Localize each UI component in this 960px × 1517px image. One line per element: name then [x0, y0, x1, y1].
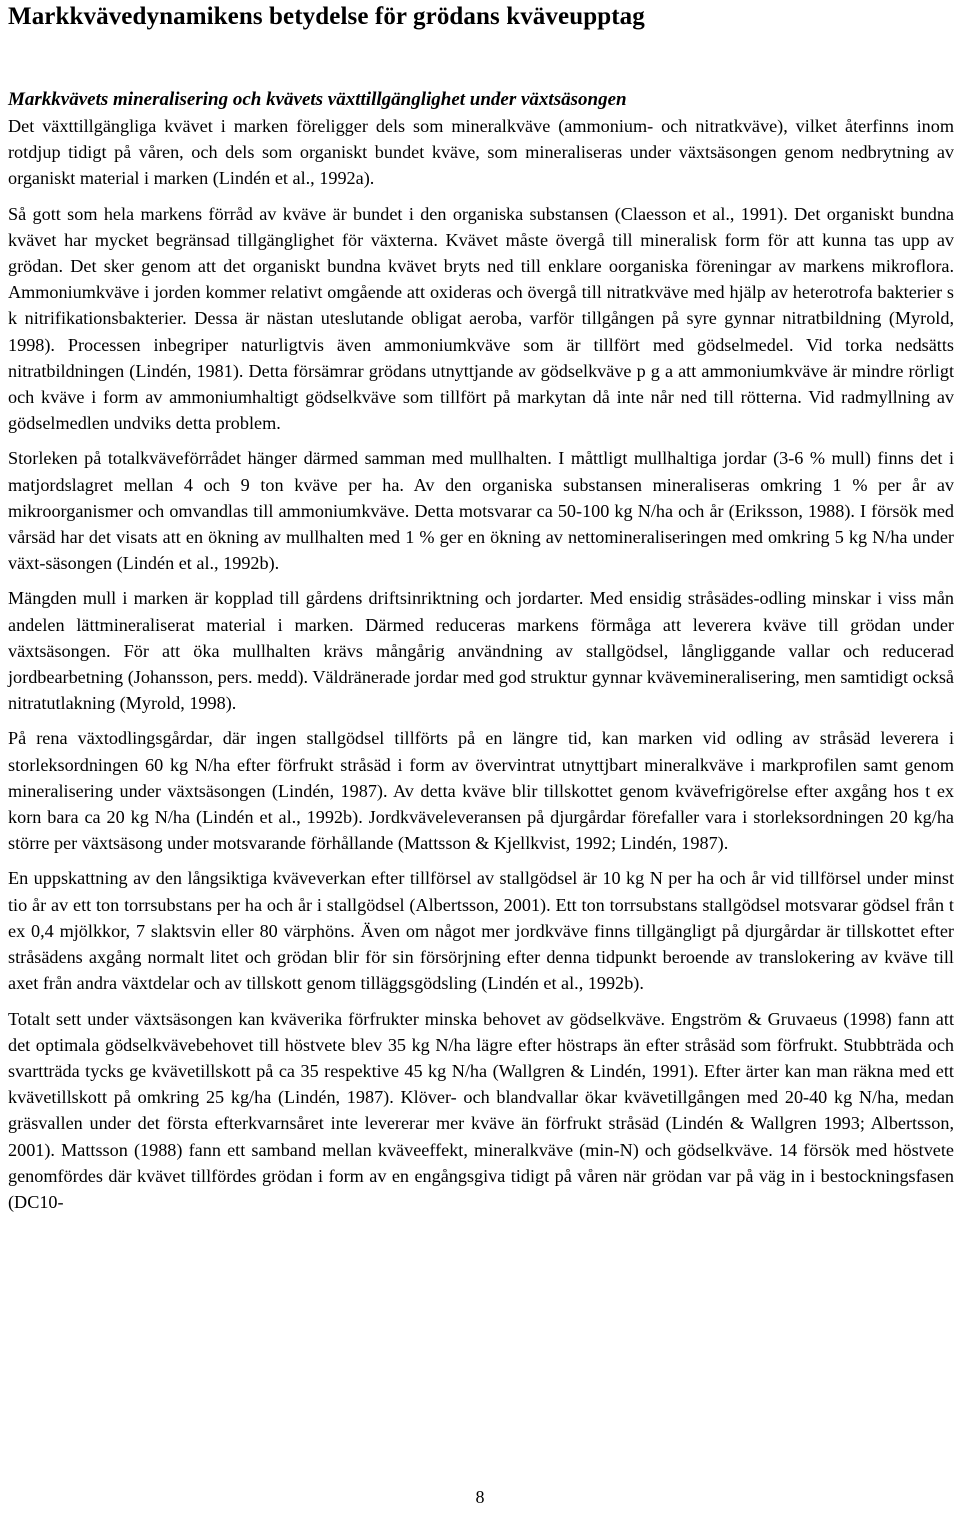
paragraph-7: Totalt sett under växtsäsongen kan kväverika förfrukter minska behovet av gödselkväve. Engström & Gruvaeus (1998) fann att det optimala gödselkvävebehovet till höstvete blev 35 kg N/ha lägre efter höstraps än efter stråsäd som förfrukt. Stubbträda och svartträda tycks ge kvävetillskott på ca 35 respektive 45 kg N/ha (Wallgren & Lindén, 1991). Efter ärter kan man räkna med ett kvävetillskott på omkring 25 kg/ha (Lindén, 1987). Klöver- och blandvallar ökar kvävetillgången med 20-40 kg N/ha, medan gräsvallen under det första efterkvarnsåret inte levererar mer kväve än förfrukt stråsäd (Lindén & Wallgren 1993; Albertsson, 2001). Mattsson (1988) fann ett samband mellan kväveeffekt, mineralkväve (min-N) och gödselkväve. 14 försök med höstvete genomfördes där kvävet tillfördes grödan i form av en engångsgiva tidigt på våren när grödan var på väg in i bestockningsfasen (DC10-	[8, 1008, 954, 1212]
paragraph-1: Det växttillgängliga kvävet i marken föreligger dels som mineralkväve (ammonium- och nitratkväve), vilket återfinns inom rotdjup tidigt på våren, och dels som organiskt bundet kväve, som mineraliseras under växtsäsongen genom nedbrytning av organiskt material i marken (Lindén et al., 1992a).	[8, 116, 954, 189]
paragraph-6: En uppskattning av den långsiktiga kväveverkan efter tillförsel av stallgödsel är 10 kg N per ha och år vid tillförsel under minst tio år av ett ton torrsubstans per ha och år i stallgödsel (Albertsson, 2001). Ett ton torrsubstans stallgödsel motsvarar gödsel från t ex 0,4 mjölkkor, 7 slaktsvin eller 80 värphöns. Även om något mer jordkväve finns tillgängligt på djurgårdar är tillskottet efter stråsädens axgång normalt litet och grödan blir för sin försörjning efter denna tidpunkt beroende av translokering av kväve till axet från andra växtdelar och av tillskott genom tilläggsgödsling (Lindén et al., 1992b).	[8, 868, 954, 994]
page-title: Markkvävedynamikens betydelse för grödans kväveupptag	[8, 3, 645, 30]
paragraph-4: Mängden mull i marken är kopplad till gårdens driftsinriktning och jordarter. Med ensidig stråsädes-odling minskar i viss mån andelen lättmineraliserat material i marken. Därmed reduceras markens förmåga att leverera kväve till grödan under växtsäsongen. För att öka mullhalten krävs mångårig användning av stallgödsel, långliggande vallar och reducerad jordbearbetning (Johansson, pers. medd). Väldränerade jordar med god struktur gynnar kvävemineralisering, men samtidigt också nitratutlakning (Myrold, 1998).	[8, 588, 954, 714]
page-number: 8	[475, 1487, 485, 1507]
document-page	[8, 0, 954, 1215]
paragraph-5: På rena växtodlingsgårdar, där ingen stallgödsel tillförts på en längre tid, kan marken vid odling av stråsäd leverera i storleksordningen 60 kg N/ha efter förfrukt stråsäd i form av övervintrat utnyttjbart mineralkväve i markprofilen samt genom mineralisering under växtsäsongen (Lindén, 1987). Av detta kväve blir tillskottet genom kvävefrigörelse efter axgång hos t ex korn bara ca 20 kg N/ha (Lindén et al., 1992b). Jordkväveleveransen på djurgårdar förefaller vara i storleksordningen 20 kg/ha större per växtsäsong under motsvarande förhållande (Mattsson & Kjellkvist, 1992; Lindén, 1987).	[8, 728, 954, 854]
paragraph-3: Storleken på totalkväveförrådet hänger därmed samman med mullhalten. I måttligt mullhaltiga jordar (3-6 % mull) finns det i matjordslagret mellan 4 och 9 ton kväve per ha. Av den organiska substansen mineraliseras omkring 1 % per år av mikroorganismer och omvandlas till ammoniumkväve. Detta motsvarar ca 50-100 kg N/ha och år (Eriksson, 1988). I försök med vårsäd har det visats att en ökning av mullhalten med 1 % ger en ökning av nettomineraliseringen med omkring 5 kg N/ha under växt-säsongen (Lindén et al., 1992b).	[8, 448, 954, 574]
section-heading: Markkvävets mineralisering och kvävets växttillgänglighet under växtsäsongen	[8, 89, 627, 110]
paragraph-2: Så gott som hela markens förråd av kväve är bundet i den organiska substansen (Claesson et al., 1991). Det organiskt bundna kvävet har mycket begränsad tillgänglighet för växterna. Kvävet måste övergå till mineralisk form för att kunna tas upp av grödan. Det sker genom att det organiskt bundna kvävet bryts ned till enklare oorganiska föreningar av markens mikroflora. Ammoniumkväve i jorden kommer relativt omgående att oxideras och övergå till nitratkväve med hjälp av heterotrofa bakterier s k nitrifikationsbakterier. Dessa är nästan uteslutande obligat aeroba, varför tillgången på syre gynnar nitratbildning (Myrold, 1998). Processen inbegriper naturligtvis även ammoniumkväve som är tillfört med gödselmedel. Vid torka nedsätts nitratbildningen (Lindén, 1981). Detta försämrar grödans utnyttjande av gödselkväve p g a att ammoniumkväve är mindre rörligt och kväve i form av ammoniumhaltigt gödselkväve som tillfört på markytan då inte når ned till rötterna. Vid radmyllning av gödselmedlen undviks detta problem.	[8, 203, 954, 434]
